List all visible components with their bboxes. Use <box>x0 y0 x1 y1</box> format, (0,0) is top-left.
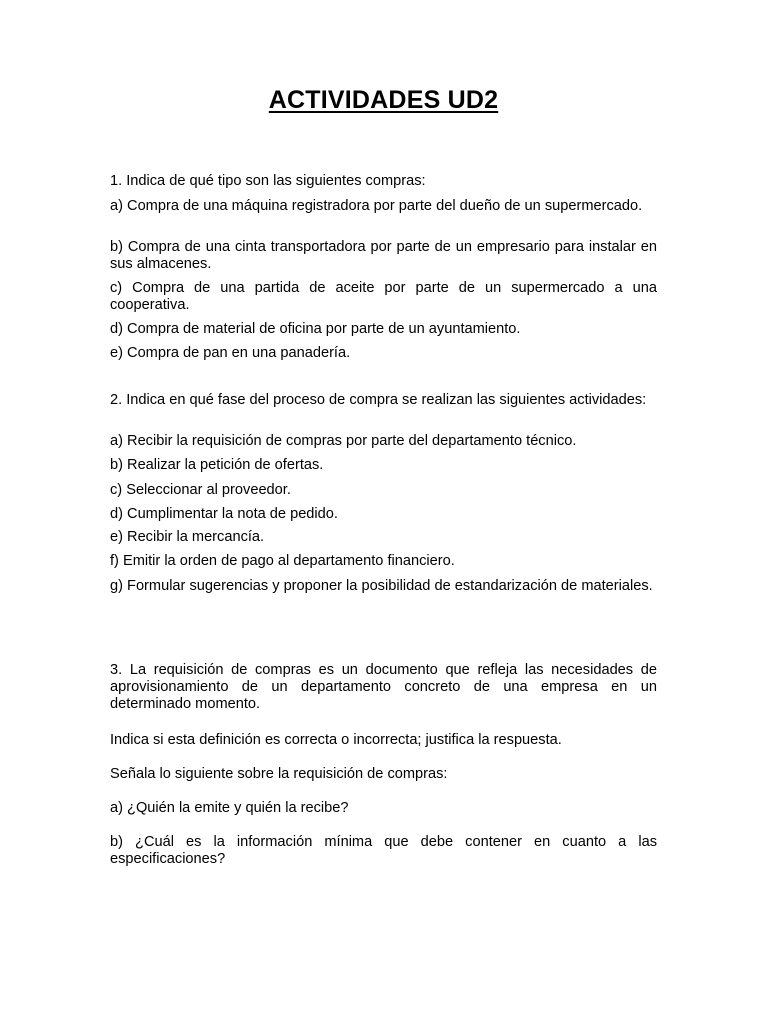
q1-item-a: a) Compra de una máquina registradora por parte del dueño de un supermercado. <box>110 198 643 214</box>
q3-item-a: a) ¿Quién la emite y quién la recibe? <box>110 800 349 816</box>
q3-instruction: Indica si esta definición es correcta o incorrecta; justifica la respuesta. <box>110 732 562 748</box>
q3-item-b: b) ¿Cuál es la información mínima que debe contener en cuanto a las especificaciones? <box>110 834 657 867</box>
q2-item-g: g) Formular sugerencias y proponer la posibilidad de estandarización de materiales. <box>110 578 653 594</box>
q1-item-e: e) Compra de pan en una panadería. <box>110 345 351 361</box>
q1-item-c: c) Compra de una partida de aceite por parte de un supermercado a una cooperativa. <box>110 280 657 313</box>
q2-item-d: d) Cumplimentar la nota de pedido. <box>110 506 338 522</box>
q2-item-a: a) Recibir la requisición de compras por parte del departamento técnico. <box>110 433 577 449</box>
q2-item-c: c) Seleccionar al proveedor. <box>110 482 291 498</box>
document-title: ACTIVIDADES UD2 <box>268 86 499 114</box>
q1-item-b: b) Compra de una cinta transportadora por parte de un empresario para instalar en sus almacenes. <box>110 239 657 272</box>
q1-intro: 1. Indica de qué tipo son las siguientes compras: <box>110 173 426 189</box>
q2-item-b: b) Realizar la petición de ofertas. <box>110 457 324 473</box>
q2-item-f: f) Emitir la orden de pago al departamento financiero. <box>110 553 455 569</box>
q1-item-d: d) Compra de material de oficina por parte de un ayuntamiento. <box>110 321 521 337</box>
q3-intro: 3. La requisición de compras es un documento que refleja las necesidades de aprovisionamiento de un departamento concreto de una empresa en un determinado momento. <box>110 662 657 712</box>
q3-lead: Señala lo siguiente sobre la requisición de compras: <box>110 766 448 782</box>
q2-item-e: e) Recibir la mercancía. <box>110 529 265 545</box>
q2-intro: 2. Indica en qué fase del proceso de compra se realizan las siguientes actividades: <box>110 392 647 408</box>
